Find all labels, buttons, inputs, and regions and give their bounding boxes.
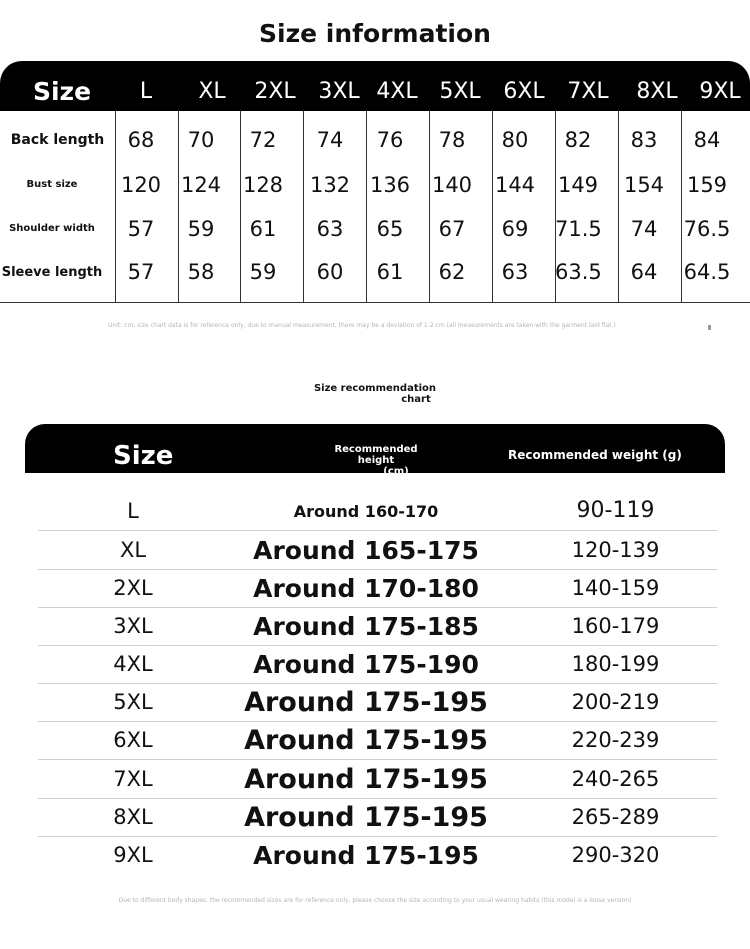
rec-height: Around 160-170 (293, 502, 439, 521)
header-height (316, 444, 436, 477)
size-table-body (0, 111, 750, 304)
header-height-label: Recommended height (334, 444, 418, 466)
table-row (38, 760, 717, 799)
table-cell: 58 (187, 260, 215, 284)
recommendation-note: Due to different body shapes, the recommended sizes are for reference only, please choose the size according to your usual wearing habits (this model is a loose version) (118, 897, 632, 904)
table-cell: 61 (376, 260, 404, 284)
table-cell: 80 (501, 128, 529, 152)
rec-weight: 290-320 (571, 843, 660, 867)
rec-size: 3XL (113, 614, 153, 638)
rec-height: Around 170-180 (253, 574, 479, 603)
table-cell: 63 (316, 217, 344, 241)
rec-size: 7XL (113, 767, 153, 791)
recommendation-header (25, 424, 725, 477)
table-cell: 78 (438, 128, 466, 152)
header-height-unit: (cm) (383, 466, 409, 477)
row-label: Bust size (26, 179, 78, 191)
table-cell: 64.5 (683, 260, 731, 284)
rec-size: 4XL (113, 652, 153, 676)
table-cell: 68 (127, 128, 155, 152)
table-cell: 64 (630, 260, 658, 284)
rec-weight: 200-219 (571, 690, 660, 714)
table-cell: 136 (369, 173, 411, 197)
recommendation-title-line1: Size recommendation (313, 383, 437, 394)
table-row (0, 208, 750, 251)
size-header-cell: 9XL (699, 79, 741, 104)
rec-height: Around 175-195 (244, 725, 488, 756)
table-row (38, 492, 717, 531)
rec-weight: 240-265 (571, 767, 660, 791)
size-header-cell: XL (198, 79, 226, 104)
rec-weight: 90-119 (576, 498, 655, 523)
recommendation-title (300, 383, 450, 405)
rec-size: 2XL (113, 576, 153, 600)
rec-weight: 160-179 (571, 614, 660, 638)
table-cell: 132 (309, 173, 351, 197)
table-row (0, 164, 750, 207)
table-row (0, 119, 750, 162)
rec-size: XL (119, 538, 147, 562)
table-cell: 65 (376, 217, 404, 241)
rec-weight: 265-289 (571, 805, 660, 829)
table-row (38, 569, 717, 608)
table-cell: 83 (630, 128, 658, 152)
table-cell: 67 (438, 217, 466, 241)
header-size: Size (113, 441, 174, 471)
table-cell: 72 (249, 128, 277, 152)
rec-weight: 180-199 (571, 652, 660, 676)
rec-height: Around 175-195 (244, 687, 488, 718)
table-cell: 69 (501, 217, 529, 241)
table-cell: 71.5 (555, 217, 602, 241)
row-label: Sleeve length (1, 264, 103, 280)
table-cell: 57 (127, 260, 155, 284)
table-cell: 124 (180, 173, 222, 197)
dot-mark (708, 325, 711, 330)
table-row (38, 531, 717, 570)
table-cell: 76.5 (683, 217, 731, 241)
table-cell: 59 (249, 260, 277, 284)
table-cell: 61 (249, 217, 277, 241)
table-cell: 63 (501, 260, 529, 284)
table-row (38, 721, 717, 760)
table-cell: 76 (376, 128, 404, 152)
table-row (38, 683, 717, 722)
rec-size: 5XL (113, 690, 153, 714)
table-cell: 74 (630, 217, 658, 241)
size-header-cell: 7XL (567, 79, 609, 104)
rec-height: Around 175-185 (253, 612, 479, 641)
rec-size: 8XL (113, 805, 153, 829)
size-header-cell: 6XL (503, 79, 545, 104)
size-header-label: Size (32, 77, 92, 106)
table-row (38, 798, 717, 837)
table-row (38, 645, 717, 684)
table-cell: 144 (494, 173, 536, 197)
table-cell: 62 (438, 260, 466, 284)
table-cell: 70 (187, 128, 215, 152)
size-header-cell: 5XL (439, 79, 481, 104)
recommendation-title-line2: chart (401, 394, 431, 405)
table-cell: 63.5 (555, 260, 602, 284)
table-cell: 154 (623, 173, 665, 197)
table-cell: 60 (316, 260, 344, 284)
rec-height: Around 175-195 (244, 802, 488, 833)
table-row (38, 607, 717, 646)
table-cell: 74 (316, 128, 344, 152)
rec-weight: 120-139 (571, 538, 660, 562)
header-weight: Recommended weight (g) (508, 448, 682, 462)
size-header-cell: 4XL (376, 79, 418, 104)
size-header-cell: 2XL (254, 79, 296, 104)
rec-size: 9XL (113, 843, 153, 867)
size-header-cell: L (139, 79, 153, 104)
rec-height: Around 175-190 (253, 650, 479, 679)
table-cell: 128 (242, 173, 284, 197)
rec-size: 6XL (113, 728, 153, 752)
row-label: Back length (10, 132, 105, 149)
table-cell: 57 (127, 217, 155, 241)
table-cell: 59 (187, 217, 215, 241)
rec-weight: 220-239 (571, 728, 660, 752)
table-cell: 140 (431, 173, 473, 197)
rec-height: Around 175-195 (253, 841, 479, 870)
page-title: Size information (259, 19, 491, 48)
size-header-cell: 3XL (318, 79, 360, 104)
table-cell: 120 (120, 173, 162, 197)
rec-size: L (127, 499, 139, 523)
table-cell: 82 (564, 128, 592, 152)
rec-height: Around 175-195 (244, 764, 488, 795)
table-row (0, 251, 750, 294)
table-row (38, 836, 717, 874)
table-cell: 149 (557, 173, 599, 197)
table-cell: 159 (686, 173, 728, 197)
size-table-header (0, 61, 750, 111)
row-label: Shoulder width (9, 223, 95, 235)
rec-weight: 140-159 (571, 576, 660, 600)
rec-height: Around 165-175 (253, 536, 479, 565)
table-bottom-border (0, 302, 750, 303)
table-cell: 84 (693, 128, 721, 152)
measurement-note: Unit: cm, size chart data is for reference only, due to manual measurement, there may be a deviation of 1-2 cm (all measurements are taken with the garment laid flat.) (108, 322, 616, 329)
size-header-cell: 8XL (636, 79, 678, 104)
